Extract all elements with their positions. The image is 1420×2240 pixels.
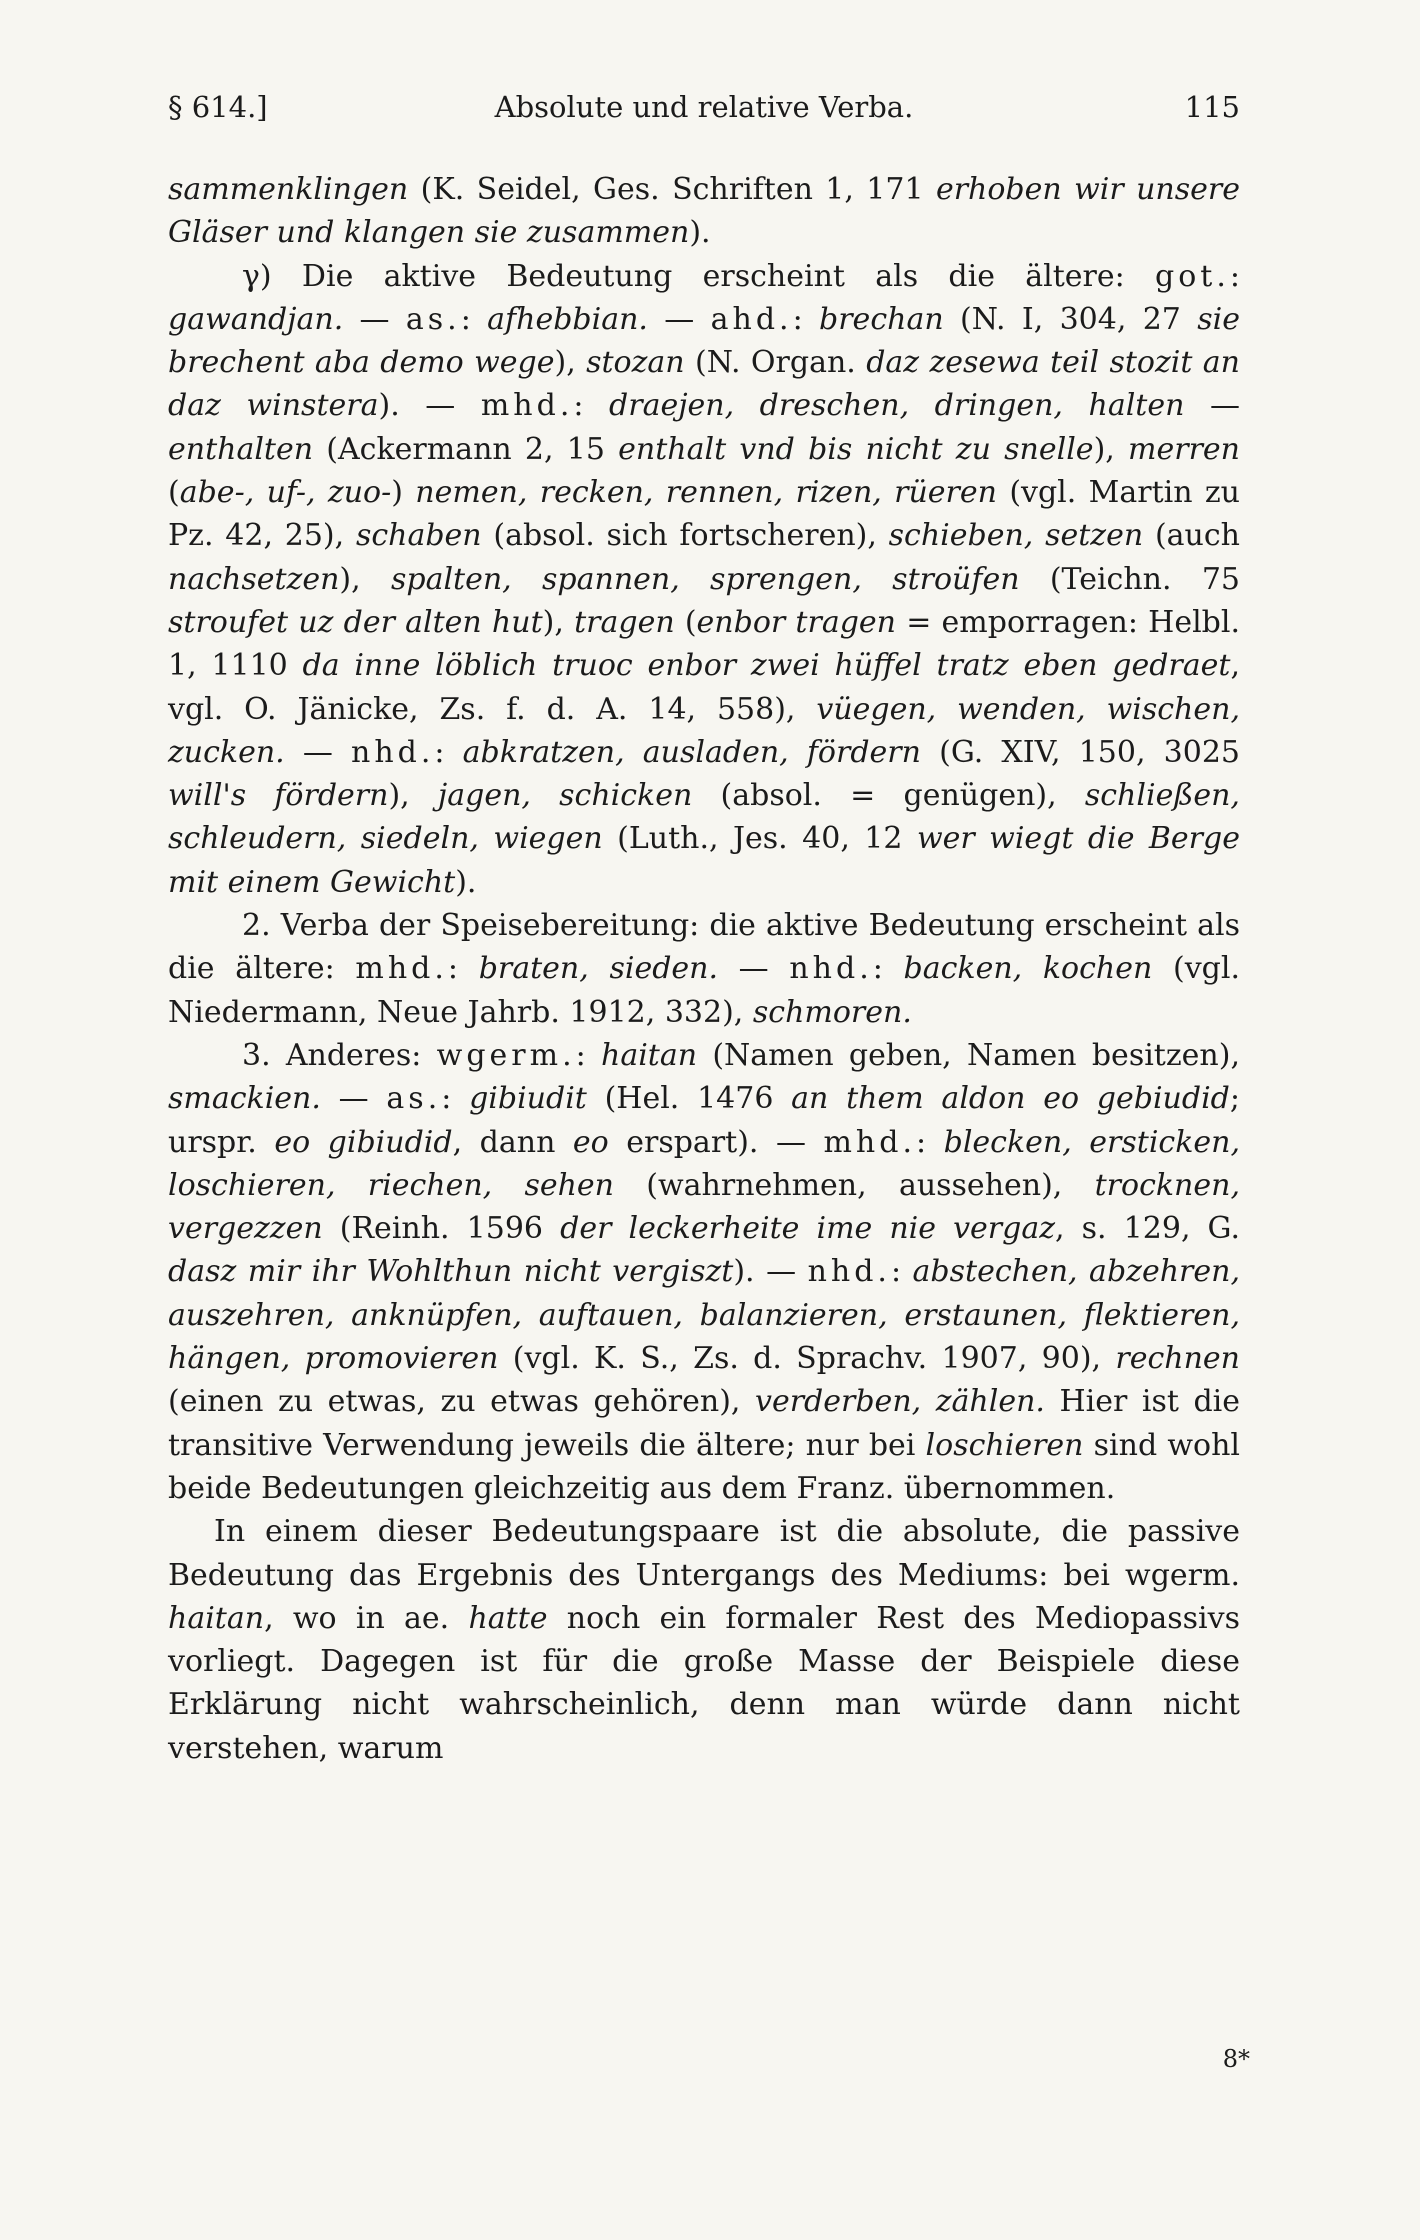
text-span: , wo in ae. [264, 1600, 469, 1636]
text-span: eo gibiudid [274, 1124, 453, 1160]
text-span: stozan [586, 345, 685, 381]
text-span: stroufet uz der alten hut [168, 604, 543, 640]
text-span: (N. Organ. [684, 345, 867, 381]
text-span: (vgl. K. S., Zs. d. Sprachv. 1907, 90), [498, 1341, 1116, 1377]
text-span: dasz mir ihr Wohlthun nicht vergiszt [168, 1254, 734, 1290]
text-span: ), [388, 778, 438, 814]
language-abbrev: as. [405, 301, 461, 337]
section-number: § 614.] [168, 90, 268, 124]
text-span: der leckerheite ime nie vergaz [560, 1211, 1056, 1247]
language-abbrev: nhd. [789, 951, 873, 987]
text-span: (K. Seidel, Ges. Schriften 1, 171 [408, 172, 936, 207]
text-span: ), [554, 345, 587, 381]
text-span: (auch [1143, 518, 1240, 554]
text-span: schieben, setzen [888, 518, 1144, 554]
paragraph-final [168, 1510, 1240, 1770]
text-span: schließen, schleudern, siedeln, wiegen [168, 778, 1240, 857]
text-span: : [872, 951, 904, 987]
text-span: Hier ist die transitive Verwendung jeweils die ältere; nur bei [168, 1384, 1241, 1463]
text-span: draejen, dreschen, dringen, halten [609, 388, 1185, 424]
paragraph-2 [168, 904, 1240, 1034]
text-span: — [647, 301, 711, 337]
text-span: (vgl. Niedermann, Neue Jahrb. 1912, 332), [168, 951, 1240, 1030]
text-span: tragen [574, 604, 675, 640]
text-span: 2. Verba der Speisebereitung: die aktive Bedeutung erscheint als die ältere: [168, 908, 1240, 987]
text-span: (Teichn. 75 [1019, 561, 1241, 597]
page-number: 115 [1184, 90, 1240, 124]
text-span: , dann [452, 1124, 573, 1160]
text-span: an them aldon eo gebiudid [791, 1081, 1230, 1117]
text-span: (absol. sich fortscheren), [481, 518, 889, 554]
text-span: (Luth., Jes. 40, 12 [602, 821, 917, 857]
text-span: — [1184, 388, 1240, 424]
language-abbrev: mhd. [355, 951, 448, 987]
text-span: will's fördern [168, 778, 389, 814]
paragraph-3 [168, 1034, 1240, 1510]
text-span: hatte [468, 1600, 548, 1636]
text-span: enthalt vnd bis nicht zu snelle [618, 431, 1094, 467]
text-span: sammenklingen [168, 172, 409, 207]
text-span: ), [1093, 431, 1129, 467]
text-span: nachsetzen [168, 561, 340, 597]
text-span: : [434, 734, 463, 770]
text-span: ), [339, 561, 391, 597]
text-span: da inne löblich truoc enbor zwei hüffel tratz eben gedraet [302, 648, 1231, 684]
text-span: gawandjan. [168, 301, 344, 337]
text-span: — [343, 301, 406, 337]
text-span: merren [1128, 431, 1240, 467]
text-span: abe-, uf-, zuo- [179, 475, 392, 511]
text-span: — [320, 1081, 387, 1117]
text-span: haitan [168, 1600, 265, 1636]
text-span: spalten, spannen, sprengen, stroüfen [390, 561, 1020, 597]
running-title: Absolute und relative Verba. [494, 90, 914, 124]
text-span: ( [674, 604, 697, 640]
text-span: In einem dieser Bedeutungspaare ist die absolute, die passive Bedeutung das Ergebnis des Untergangs des Mediums: bei wgerm. [168, 1514, 1240, 1593]
text-span: blecken, ersticken, loschieren, riechen, sehen [168, 1124, 1241, 1203]
text-span: verderben, zählen. [755, 1384, 1045, 1420]
text-span: vüegen, wenden, wischen, zucken. [168, 691, 1240, 770]
text-span: brechan [819, 301, 944, 337]
text-span: (wahrnehmen, aussehen), [614, 1167, 1095, 1203]
text-span: ). — [378, 388, 481, 424]
text-span: enbor tragen [696, 604, 896, 640]
language-abbrev: nhd. [807, 1254, 891, 1290]
text-span: , vgl. O. Jänicke, Zs. f. d. A. 14, 558), [168, 648, 1241, 727]
text-span: ( [168, 475, 180, 511]
text-span: : [1229, 258, 1240, 294]
text-span: ). [455, 864, 477, 900]
text-span: : [441, 1081, 470, 1117]
text-span: schmoren. [752, 994, 912, 1030]
text-span: abkratzen, ausladen, fördern [462, 734, 921, 770]
text-span: ). [689, 215, 711, 251]
text-span: backen, kochen [903, 951, 1153, 987]
text-span: γ) Die aktive Bedeutung erscheint als die ältere: [242, 258, 1156, 294]
text-span: (Ackermann 2, 15 [313, 431, 619, 467]
text-span: schaben [355, 518, 482, 554]
text-span: enthalten [168, 431, 314, 467]
text-span: daz zesewa teil stozit an daz winstera [168, 345, 1240, 424]
text-span: loschieren [925, 1427, 1084, 1463]
text-span: nemen, recken, rennen, rizen, rüeren [415, 475, 997, 511]
language-abbrev: ahd. [710, 301, 793, 337]
language-abbrev: mhd. [823, 1124, 916, 1160]
text-span: erhoben wir unsere Gläser und klangen sie zusammen [168, 172, 1240, 251]
text-span: haitan [601, 1037, 698, 1073]
text-span: : [447, 951, 479, 987]
text-span: = emporragen: Helbl. 1, 1110 [168, 604, 1241, 684]
text-span: ) [391, 475, 416, 511]
text-span: 3. Anderes: [242, 1037, 437, 1073]
paragraph-continuation [168, 168, 1240, 255]
text-span: gibiudit [469, 1081, 587, 1117]
text-span: (absol. = genügen), [692, 778, 1085, 814]
text-span: wer wiegt die Berge mit einem Gewicht [168, 821, 1240, 900]
text-span: sie brechent aba demo wege [168, 301, 1240, 381]
text-span: : [573, 388, 610, 424]
text-span: (vgl. Martin zu Pz. 42, 25), [168, 475, 1241, 554]
text-span: : [916, 1124, 944, 1160]
text-span: (Hel. 1476 [586, 1081, 792, 1117]
text-span: erspart). — [608, 1124, 824, 1160]
text-span: smackien. [168, 1081, 321, 1117]
text-span: braten, sieden. [478, 951, 719, 987]
text-span: trocknen, vergezzen [168, 1167, 1240, 1247]
text-span: : [890, 1254, 913, 1290]
text-span: : [792, 301, 820, 337]
text-span: ), [542, 604, 575, 640]
language-abbrev: got. [1155, 258, 1230, 294]
text-span: , s. 129, G. [1055, 1211, 1240, 1247]
text-span: (Reinh. 1596 [322, 1211, 561, 1247]
paragraph-gamma [168, 255, 1240, 904]
text-span: (G. XIV, 150, 3025 [920, 734, 1240, 770]
text-span: eo [572, 1124, 609, 1160]
text-span: jagen, schicken [437, 778, 693, 814]
body-text [168, 168, 1240, 1770]
text-span: (einen zu etwas, zu etwas gehören), [168, 1384, 756, 1420]
text-span: sind wohl beide Bedeutungen gleichzeitig aus dem Franz. übernommen. [168, 1427, 1240, 1506]
language-abbrev: mhd. [480, 388, 574, 424]
text-span: ). — [733, 1254, 808, 1290]
text-span: ; urspr. [168, 1081, 1240, 1160]
text-span: afhebbian. [487, 301, 648, 337]
text-span: noch ein formaler Rest des Mediopassivs vorliegt. Dagegen ist für die große Masse der Beispiele diese Erklärung nicht wahrscheinlich, denn man würde dann nicht verstehen, warum [168, 1600, 1240, 1766]
running-header [168, 90, 1240, 134]
text-span: : [575, 1037, 601, 1073]
text-span: abstechen, abzehren, auszehren, anknüpfen, auftauen, balanzieren, erstaunen, flektieren, hängen, promovieren [168, 1254, 1240, 1377]
language-abbrev: wgerm. [436, 1037, 576, 1073]
text-span: (N. I, 304, 27 [943, 301, 1198, 337]
text-span: (Namen geben, Namen besitzen), [697, 1037, 1240, 1073]
text-span: : [460, 301, 488, 337]
language-abbrev: nhd. [351, 734, 435, 770]
language-abbrev: as. [386, 1081, 442, 1117]
signature-mark: 8* [1222, 2045, 1250, 2073]
text-span: — [284, 734, 352, 770]
text-span: rechnen [1115, 1341, 1240, 1377]
text-span: — [718, 951, 790, 987]
